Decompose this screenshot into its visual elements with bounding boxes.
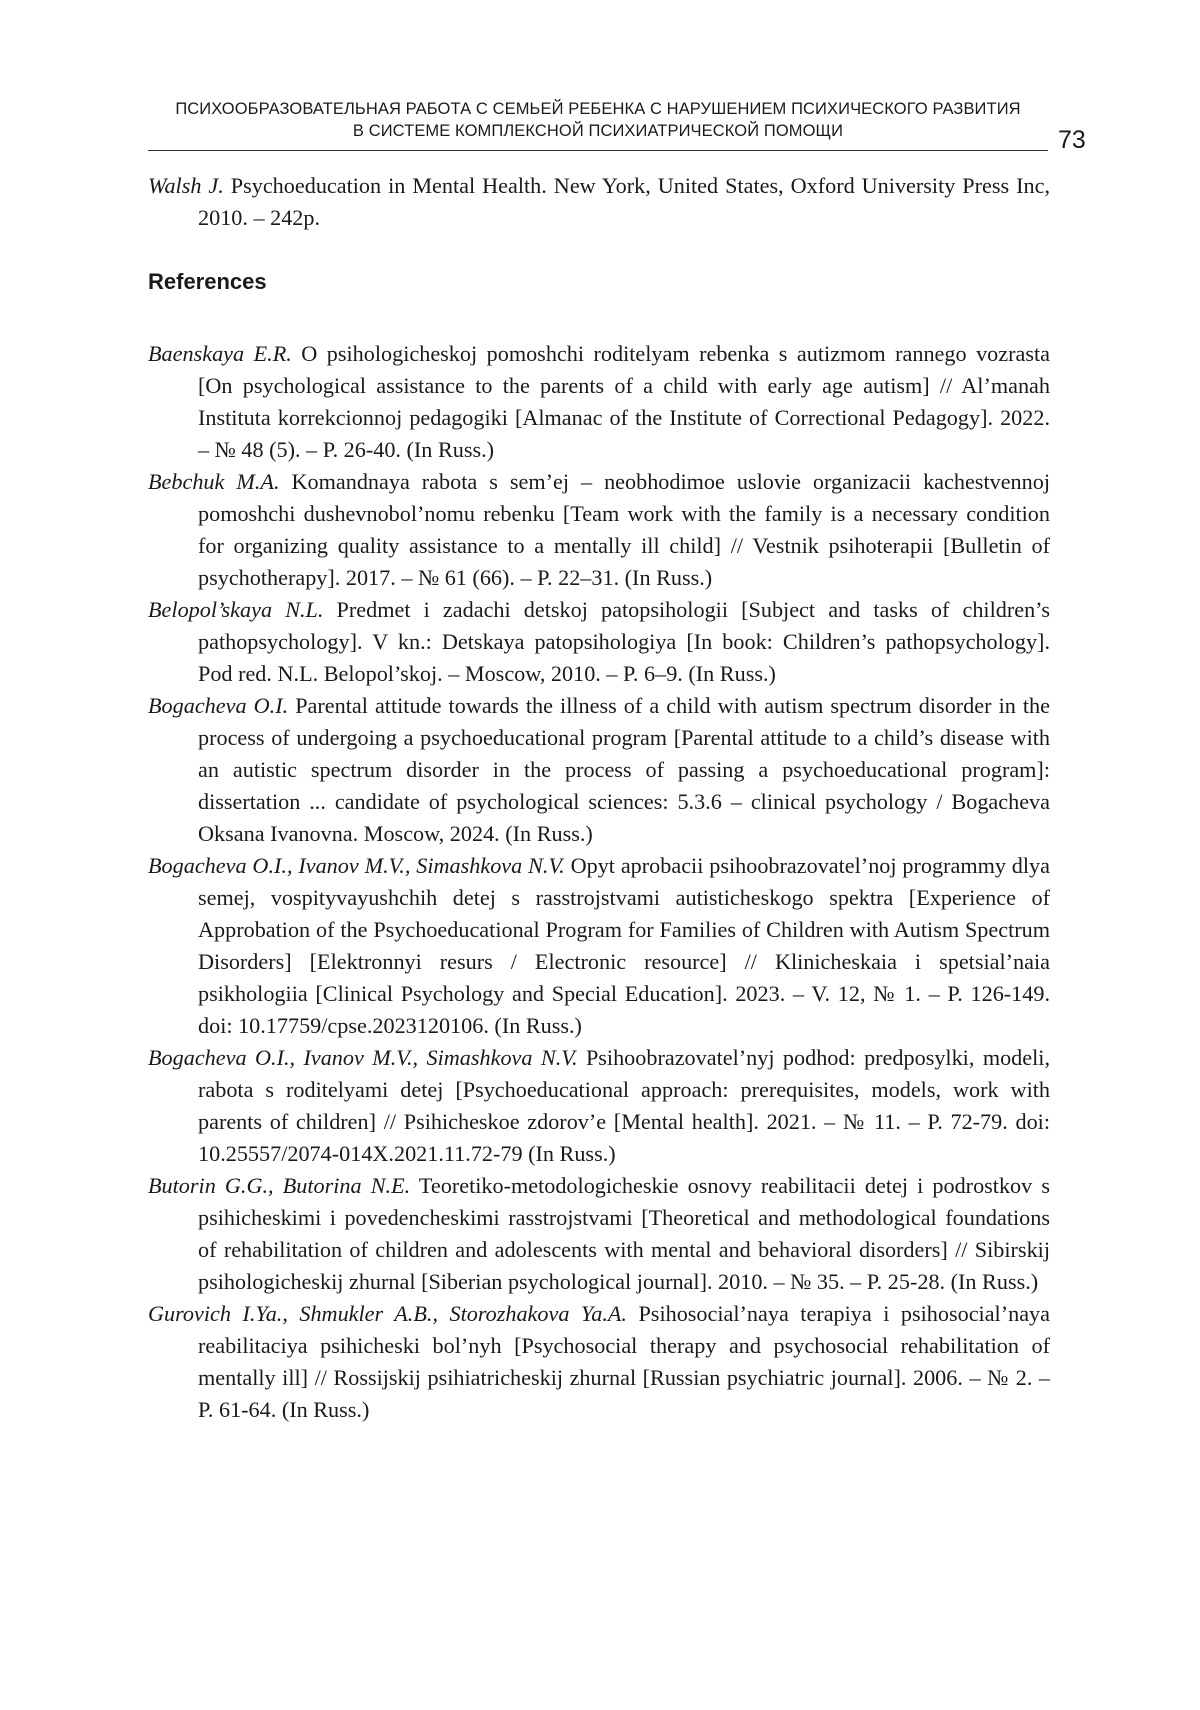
running-header-line-1: ПСИХООБРАЗОВАТЕЛЬНАЯ РАБОТА С СЕМЬЕЙ РЕБЕНКА С НАРУШЕНИЕМ ПСИХИЧЕСКОГО РАЗВИТИЯ [175, 100, 1021, 118]
reference-authors: Bogacheva O.I. [148, 693, 289, 718]
page-body [148, 170, 1050, 1426]
reference-authors: Bogacheva O.I., Ivanov M.V., Simashkova N.V. [148, 853, 565, 878]
reference-entry [148, 1170, 1050, 1298]
reference-authors: Bogacheva O.I., Ivanov M.V., Simashkova N.V. [148, 1045, 578, 1070]
references-heading: References [148, 269, 267, 294]
reference-authors: Bebchuk M.A. [148, 469, 280, 494]
reference-entry [148, 1298, 1050, 1426]
page-number: 73 [1058, 126, 1086, 154]
header-divider [148, 150, 1048, 151]
reference-authors: Baenskaya E.R. [148, 341, 292, 366]
reference-authors: Gurovich I.Ya., Shmukler A.B., Storozhakova Ya.A. [148, 1301, 627, 1326]
reference-text: Komandnaya rabota s sem’ej – neobhodimoe uslovie organizacii kachestvennoj pomoshchi dushevnobol’nomu rebenku [Team work with the family is a necessary condition for organizing quality assistance to a mentally ill child] // Vestnik psihoterapii [Bulletin of psychotherapy]. 2017. – № 61 (66). – P. 22–31. (In Russ.) [198, 469, 1050, 590]
reference-text: Predmet i zadachi detskoj patopsihologii [Subject and tasks of children’s pathopsychology]. V kn.: Detskaya patopsihologiya [In book: Children’s pathopsychology]. Pod red. N.L. Belopol’skoj. – Moscow, 2010. – P. 6–9. (In Russ.) [198, 597, 1050, 686]
references-list [148, 338, 1050, 1426]
reference-entry [148, 850, 1050, 1042]
reference-entry [148, 1042, 1050, 1170]
reference-authors: Butorin G.G., Butorina N.E. [148, 1173, 411, 1198]
reference-entry [148, 690, 1050, 850]
reference-entry [148, 594, 1050, 690]
reference-entry [148, 466, 1050, 594]
reference-text: Psihosocial’naya terapiya i psihosocial’naya reabilitaciya psihicheski bol’nyh [Psychosocial therapy and psychosocial rehabilitation of mentally ill] // Rossijskij psihiatricheskij zhurnal [Russian psychiatric journal]. 2006. – № 2. – P. 61-64. (In Russ.) [198, 1301, 1050, 1422]
running-header [148, 98, 1048, 142]
reference-text: Teoretiko-metodologicheskie osnovy reabilitacii detej i podrostkov s psihicheskimi i povedencheskimi rasstrojstvami [Theoretical and methodological foundations of rehabilitation of children and adolescents with mental and behavioral disorders] // Sibirskij psihologicheskij zhurnal [Siberian psychological journal]. 2010. – № 35. – P. 25-28. (In Russ.) [198, 1173, 1050, 1294]
reference-authors: Belopol’skaya N.L. [148, 597, 324, 622]
reference-authors: Walsh J. [148, 173, 224, 198]
reference-text: Psychoeducation in Mental Health. New York, United States, Oxford University Press Inc, 2010. – 242p. [198, 173, 1050, 230]
reference-text: O psihologicheskoj pomoshchi roditelyam rebenka s autizmom rannego vozrasta [On psychological assistance to the parents of a child with early age autism] // Al’manah Instituta korrekcionnoj pedagogiki [Almanac of the Institute of Correctional Pedagogy]. 2022. – № 48 (5). – P. 26-40. (In Russ.) [198, 341, 1050, 462]
reference-text: Parental attitude towards the illness of a child with autism spectrum disorder in the process of undergoing a psychoeducational program [Parental attitude to a child’s disease with an autistic spectrum disorder in the process of passing a psychoeducational program]: dissertation ... candidate of psychological sciences: 5.3.6 – clinical psychology / Bogacheva Oksana Ivanovna. Moscow, 2024. (In Russ.) [198, 693, 1050, 846]
reference-entry [148, 338, 1050, 466]
reference-entry-walsh [148, 170, 1050, 234]
reference-text: Psihoobrazovatel’nyj podhod: predposylki, modeli, rabota s roditelyami detej [Psychoeducational approach: prerequisites, models, work with parents of children] // Psihicheskoe zdorov’e [Mental health]. 2021. – № 11. – P. 72-79. doi: 10.25557/2074-014X.2021.11.72-79 (In Russ.) [198, 1045, 1050, 1166]
running-header-line-2: В СИСТЕМЕ КОМПЛЕКСНОЙ ПСИХИАТРИЧЕСКОЙ ПОМОЩИ [352, 122, 844, 140]
reference-text: Opyt aprobacii psihoobrazovatel’noj programmy dlya semej, vospityvayushchih detej s rasstrojstvami autisticheskogo spektra [Experience of Approbation of the Psychoeducational Program for Families of Children with Autism Spectrum Disorders] [Elektronnyi resurs / Electronic resource] // Klinicheskaia i spetsial’naia psikhologiia [Clinical Psychology and Special Education]. 2023. – V. 12, № 1. – P. 126-149. doi: 10.17759/cpse.2023120106. (In Russ.) [198, 853, 1050, 1038]
